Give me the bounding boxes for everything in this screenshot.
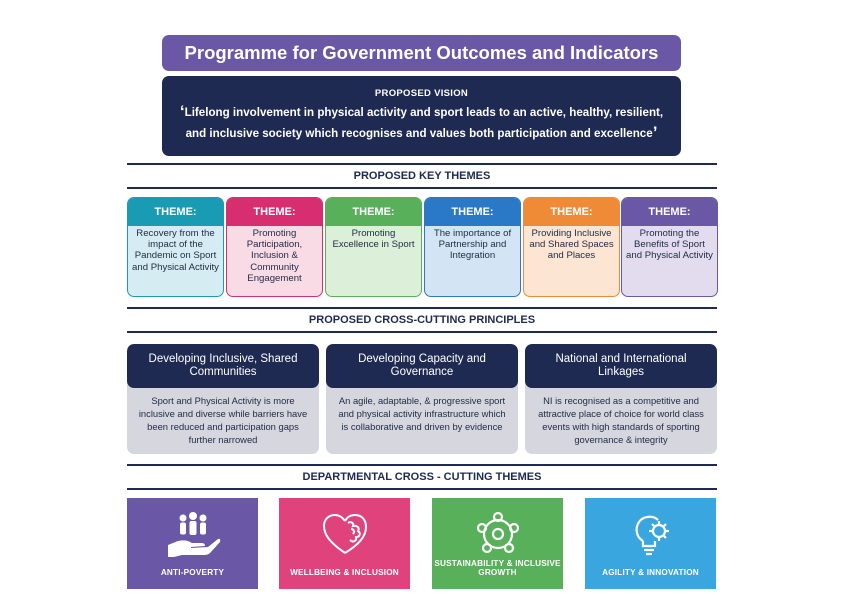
theme-card-text: Promoting the Benefits of Sport and Physical Activity: [626, 228, 713, 262]
theme-card-header: THEME:: [326, 198, 421, 226]
theme-card-header: THEME:: [524, 198, 619, 226]
theme-card-text: Recovery from the impact of the Pandemic on Sport and Physical Activity: [132, 228, 219, 273]
lightbulb-gear-icon: [629, 511, 673, 559]
theme-card-header: THEME:: [622, 198, 717, 226]
theme-card: [621, 197, 718, 297]
vision-line-2: and inclusive society which recognises and values both participation and excellence: [185, 127, 653, 140]
theme-card: [523, 197, 620, 297]
theme-card-text: The importance of Partnership and Integration: [433, 228, 512, 262]
community-hand-icon: [164, 511, 222, 559]
principle-text: NI is recognised as a competitive and attractive place of choice for world class events with high standards of sporting governance & integrity: [538, 395, 704, 445]
dept-tile-agility: [585, 498, 716, 589]
theme-card-text: Promoting Excellence in Sport: [332, 228, 415, 251]
theme-card: [226, 197, 323, 297]
theme-card: [424, 197, 521, 297]
open-quote: ‘: [179, 102, 185, 121]
divider: [127, 187, 717, 189]
principle-card: [525, 344, 717, 454]
dept-label: ANTI-POVERTY: [160, 568, 225, 577]
vision-box: [162, 76, 681, 156]
vision-statement: [162, 102, 681, 144]
heart-brain-icon: [320, 511, 370, 557]
principle-text: An agile, adaptable, & progressive sport and physical activity infrastructure which is collaborative and driven by evidence: [338, 395, 506, 432]
principle-card: [326, 344, 518, 454]
dept-tile-wellbeing: [279, 498, 410, 589]
theme-card: [325, 197, 422, 297]
theme-card-header: THEME:: [227, 198, 322, 226]
theme-card: [127, 197, 224, 297]
divider: [127, 464, 717, 466]
principle-title: Developing Capacity and Governance: [326, 344, 518, 388]
departmental-heading: DEPARTMENTAL CROSS - CUTTING THEMES: [302, 471, 542, 483]
principle-card: [127, 344, 319, 454]
principle-title: National and International Linkages: [525, 344, 717, 388]
principle-text: Sport and Physical Activity is more inclusive and diverse while barriers have been reduced and participation gaps further narrowed: [138, 395, 308, 445]
theme-card-text: Promoting Participation, Inclusion & Community Engagement: [246, 228, 303, 284]
divider: [127, 163, 717, 165]
dept-tile-anti-poverty: [127, 498, 258, 589]
dept-tile-sustainability: [432, 498, 563, 589]
principle-title: Developing Inclusive, Shared Communities: [127, 344, 319, 388]
recycle-circle-icon: [474, 511, 522, 557]
vision-heading: PROPOSED VISION: [374, 88, 469, 99]
page-title: Programme for Government Outcomes and Indicators: [162, 35, 681, 71]
theme-card-text: Providing Inclusive and Shared Spaces and Places: [529, 228, 614, 262]
divider: [127, 488, 717, 490]
principles-heading: PROPOSED CROSS-CUTTING PRINCIPLES: [308, 314, 536, 326]
dept-label: AGILITY & INNOVATION: [602, 568, 699, 577]
dept-label: SUSTAINABILITY & INCLUSIVE GROWTH: [434, 559, 561, 577]
vision-line-1: Lifelong involvement in physical activity and sport leads to an active, healthy, resilient,: [184, 106, 664, 119]
divider: [127, 331, 717, 333]
dept-label: WELLBEING & INCLUSION: [290, 568, 399, 577]
theme-card-header: THEME:: [425, 198, 520, 226]
key-themes-heading: PROPOSED KEY THEMES: [353, 170, 491, 182]
divider: [127, 307, 717, 309]
theme-card-header: THEME:: [128, 198, 223, 226]
close-quote: ’: [652, 123, 658, 142]
